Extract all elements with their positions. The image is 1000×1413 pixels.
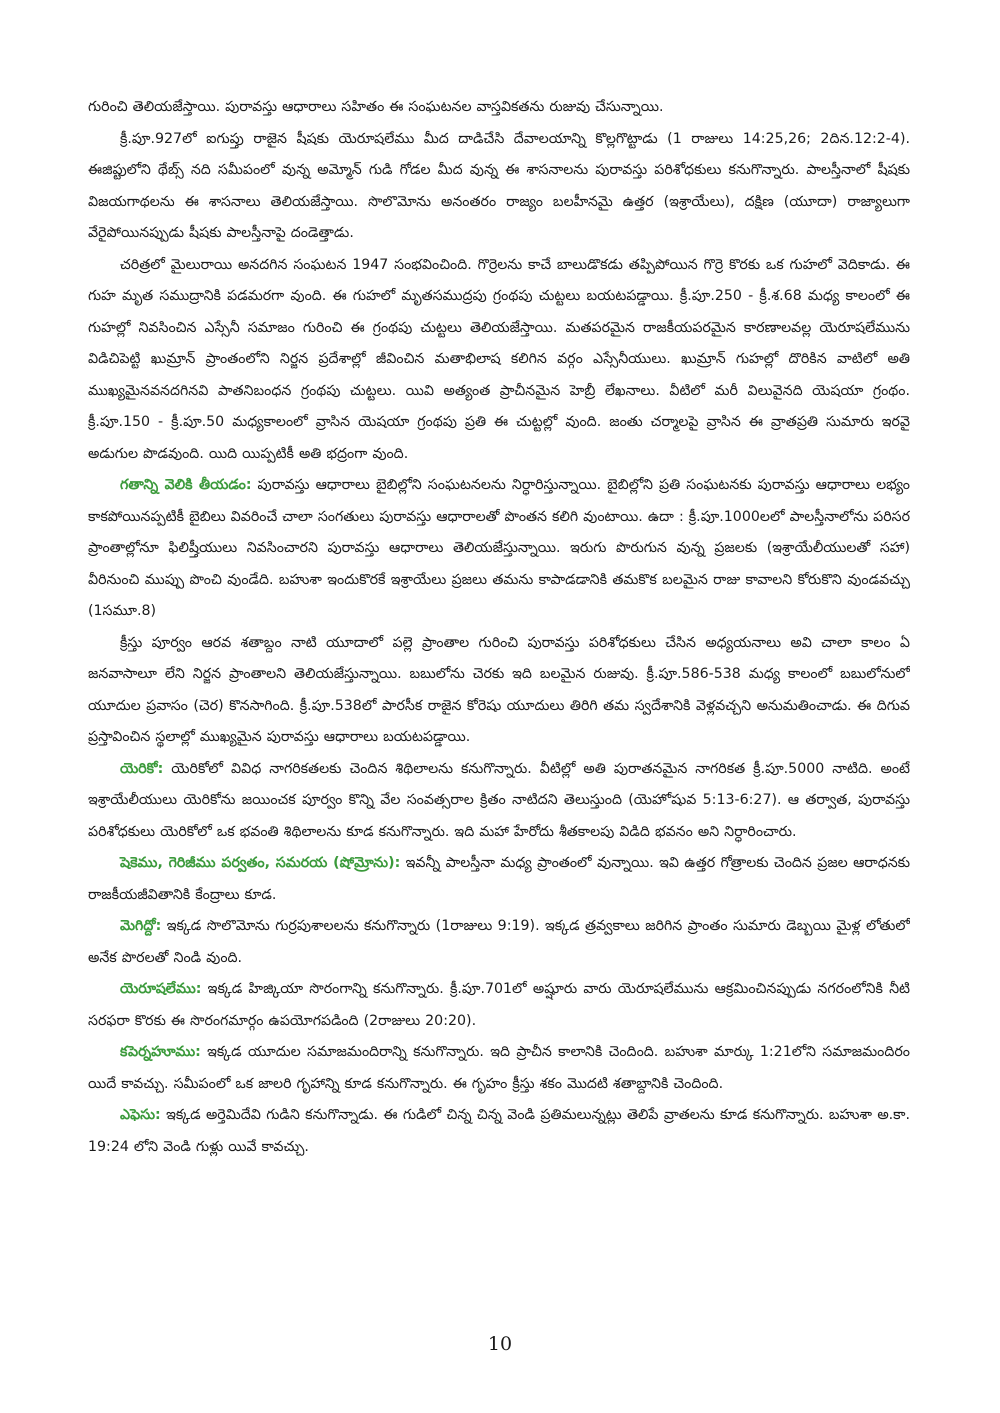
section-heading: షెకెము, గెరిజీము పర్వతం, సమరయ (షోమ్రోను): bbox=[120, 855, 401, 871]
section-heading: కపెర్నహూము: bbox=[120, 1044, 201, 1060]
paragraph-ephesus bbox=[88, 1100, 910, 1163]
paragraph-capernaum bbox=[88, 1037, 910, 1100]
paragraph-continuation bbox=[88, 92, 910, 124]
paragraph-text: ఇక్కడ సొలొమోను గుర్రపుశాలలను కనుగొన్నారు (1రాజులు 9:19). ఇక్కడ త్రవ్వకాలు జరిగిన ప్రాంతం సుమారు డెబ్బయి మైళ్ల లోతులో అనేక పొరలతో నిండి వుంది. bbox=[88, 918, 910, 966]
document-page bbox=[88, 92, 910, 1332]
paragraph-megiddo bbox=[88, 911, 910, 974]
paragraph-text: గురించి తెలియజేస్తాయి. పురావస్తు ఆధారాలు సహితం ఈ సంఘటనల వాస్తవికతను రుజువు చేసున్నాయి. bbox=[88, 99, 664, 115]
section-heading: మెగిద్దో: bbox=[120, 918, 162, 934]
paragraph-text: క్రీస్తు పూర్వం ఆరవ శతాబ్దం నాటి యూదాలో పల్లె ప్రాంతాల గురించి పురావస్తు పరిశోధకులు చేసిన అధ్యయనాలు అవి చాలా కాలం ఏ జనవాసాలూ లేని నిర్జన ప్రాంతాలని తెలియజేస్తున్నాయి. బబులోను చెరకు ఇది బలమైన రుజువు. క్రీ.పూ.586-538 మధ్య కాలంలో బబులోనులో యూదుల ప్రవాసం (చెర) కొనసాగింది. క్రీ.పూ.538లో పారసీక రాజైన కోరెషు యూదులు తిరిగి తమ స్వదేశానికి వెళ్లవచ్చని అనుమతించాడు. ఈ దిగువ ప్రస్తావించిన స్థలాల్లో ముఖ్యమైన పురావస్తు ఆధారాలు బయటపడ్డాయి. bbox=[88, 634, 910, 745]
paragraph-text: ఇవన్నీ పాలస్తీనా మధ్య ప్రాంతంలో వున్నాయి. ఇవి ఉత్తర గోత్రాలకు చెందిన ప్రజల ఆరాధనకు రాజకీయజీవితానికి కేంద్రాలు కూడ. bbox=[88, 855, 910, 903]
section-heading: యెరికో: bbox=[120, 760, 164, 777]
section-heading: గతాన్ని వెలికి తీయడం: bbox=[120, 477, 252, 493]
paragraph-exile bbox=[88, 628, 910, 754]
paragraph-text: క్రీ.పూ.927లో ఐగుప్తు రాజైన షీషకు యెరూషలేము మీద దాడిచేసి దేవాలయాన్ని కొల్లగొట్టాడు (1 రాజులు 14:25,26; 2దిన.12:2-4). ఈజిప్టులోని థేబ్స్ నది సమీపంలో వున్న అమ్మోన్ గుడి గోడల మీద వున్న ఈ శాసనాలను పురావస్తు పరిశోధకులు కనుగొన్నారు. పాలస్తీనాలో షీషకు విజయగాథలను ఈ శాసనాలు తెలియజేస్తాయి. సొలొమోను అనంతరం రాజ్యం బలహీనమై ఉత్తర (ఇశ్రాయేలు), దక్షిణ (యూదా) రాజ్యాలుగా వేరైపోయినప్పుడు షీషకు పాలస్తీనాపై దండెత్తాడు. bbox=[88, 130, 910, 241]
paragraph-shechem bbox=[88, 848, 910, 911]
section-heading: ఎఫెసు: bbox=[120, 1107, 161, 1123]
paragraph-text: పురావస్తు ఆధారాలు బైబిల్లోని సంఘటనలను నిర్ధారిస్తున్నాయి. బైబిల్లోని ప్రతి సంఘటనకు పురావస్తు ఆధారాలు లభ్యం కాకపోయినప్పటికీ బైబిలు వివరించే చాలా సంగతులు పురావస్తు ఆధారాలతో పొంతన కలిగి వుంటాయి. ఉదా : క్రీ.పూ.1000లలో పాలస్తీనాలోను పరిసర ప్రాంతాల్లోనూ ఫిలిష్తీయులు నివసించారని పురావస్తు ఆధారాలు తెలియజేస్తున్నాయి. ఇరుగు పొరుగున వున్న ప్రజలకు (ఇశ్రాయేలీయులతో సహా) వీరినుంచి ముప్పు పొంచి వుండేది. బహుశా ఇందుకొరకే ఇశ్రాయేలు ప్రజలు తమను కాపాడడానికి తమకొక బలమైన రాజు కావాలని కోరుకొని వుండవచ్చు (1సమూ.8) bbox=[88, 477, 910, 619]
page-number: 10 bbox=[487, 1333, 513, 1355]
paragraph-text: ఇక్కడ అర్తెమిదేవి గుడిని కనుగొన్నాడు. ఈ గుడిలో చిన్న చిన్న వెండి ప్రతిమలున్నట్లు తెలిపే వ్రాతలను కూడ కనుగొన్నారు. బహుశా అ.కా. 19:24 లోని వెండి గుళ్లు యివే కావచ్చు. bbox=[88, 1107, 910, 1155]
paragraph-dead-sea-scrolls bbox=[88, 250, 910, 471]
paragraph-jerusalem bbox=[88, 974, 910, 1037]
paragraph-shishak bbox=[88, 124, 910, 250]
paragraph-text: ఇక్కడ హిజ్కియా సొరంగాన్ని కనుగొన్నారు. క్రీ.పూ.701లో అష్షూరు వారు యెరూషలేమును ఆక్రమించినప్పుడు నగరంలోనికి నీటి సరఫరా కొరకు ఈ సొరంగమార్గం ఉపయోగపడింది (2రాజులు 20:20). bbox=[88, 981, 910, 1029]
paragraph-unearthing-past bbox=[88, 470, 910, 628]
paragraph-text: ఇక్కడ యూదుల సమాజమందిరాన్ని కనుగొన్నారు. ఇది ప్రాచీన కాలానికి చెందింది. బహుశా మార్కు 1:21లోని సమాజమందిరం యిదే కావచ్చు. సమీపంలో ఒక జాలరి గృహాన్ని కూడ కనుగొన్నారు. ఈ గృహం క్రీస్తు శకం మొదటి శతాబ్దానికి చెందింది. bbox=[88, 1044, 910, 1092]
section-heading: యెరూషలేము: bbox=[120, 981, 202, 997]
paragraph-text: యెరికోలో వివిధ నాగరికతలకు చెందిన శిథిలాలను కనుగొన్నారు. వీటిల్లో అతి పురాతనమైన నాగరికత క్రీ.పూ.5000 నాటిది. అంటే ఇశ్రాయేలీయులు యెరికోను జయించక పూర్వం కొన్ని వేల సంవత్సరాల క్రితం నాటిదని తెలుస్తుంది (యెహోషువ 5:13-6:27). ఆ తర్వాత, పురావస్తు పరిశోధకులు యెరికోలో ఒక భవంతి శిథిలాలను కూడ కనుగొన్నారు. ఇది మహా హేరోదు శీతకాలపు విడిది భవనం అని నిర్ధారించారు. bbox=[88, 760, 910, 840]
paragraph-jericho bbox=[88, 754, 910, 849]
paragraph-text: చరిత్రలో మైలురాయి అనదగిన సంఘటన 1947 సంభవించింది. గొర్రెలను కాచే బాలుడొకడు తప్పిపోయిన గొర్రె కొరకు ఒక గుహలో వెదికాడు. ఈ గుహ మృత సముద్రానికి పడమరగా వుంది. ఈ గుహలో మృతసముద్రపు గ్రంథపు చుట్టలు బయటపడ్డాయి. క్రీ.పూ.250 - క్రీ.శ.68 మధ్య కాలంలో ఈ గుహల్లో నివసించిన ఎస్సేనీ సమాజం గురించి ఈ గ్రంథపు చుట్టలు తెలియజేస్తాయి. మతపరమైన రాజకీయపరమైన కారణాలవల్ల యెరూషలేమును విడిచిపెట్టి ఖుమ్రాన్ ప్రాంతంలోని నిర్జన ప్రదేశాల్లో జీవించిన మతాభిలాష కలిగిన వర్గం ఎస్సేనీయులు. ఖుమ్రాన్ గుహల్లో దొరికిన వాటిలో అతి ముఖ్యమైనవనదగినవి పాతనిబంధన గ్రంథపు చుట్టలు. యివి అత్యంత ప్రాచీనమైన హెబ్రీ లేఖనాలు. వీటిలో మరీ విలువైనది యెషయా గ్రంథం. క్రీ.పూ.150 - క్రీ.పూ.50 మధ్యకాలంలో వ్రాసిన యెషయా గ్రంథపు ప్రతి ఈ చుట్టల్లో వుంది. జంతు చర్మాలపై వ్రాసిన ఈ వ్రాతప్రతి సుమారు ఇరవై అడుగుల పొడవుంది. యిది యిప్పటికీ అతి భద్రంగా వుంది. bbox=[88, 256, 910, 462]
